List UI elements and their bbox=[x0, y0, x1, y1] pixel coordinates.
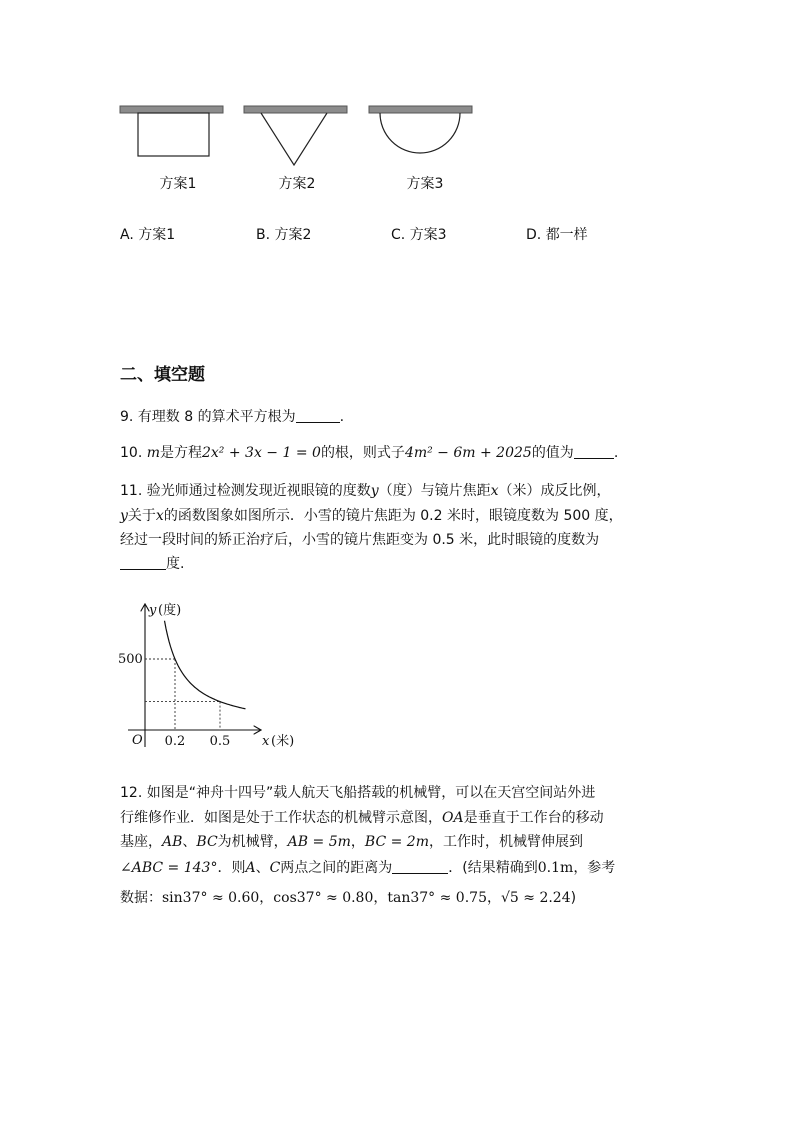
x-tick-0-5: 0.5 bbox=[209, 734, 231, 749]
scheme-3-label: 方案3 bbox=[406, 176, 444, 192]
y-axis-unit: (度) bbox=[158, 603, 182, 618]
answer-blank[interactable] bbox=[120, 555, 166, 570]
option-text: 方案1 bbox=[138, 227, 176, 243]
text: ， bbox=[350, 834, 365, 850]
text: ， bbox=[373, 890, 388, 906]
question-12-line-2 bbox=[120, 806, 604, 830]
hyperbola-curve bbox=[165, 621, 246, 709]
text: （米）成反比例， bbox=[498, 483, 611, 499]
precision: 0.1m bbox=[537, 860, 574, 876]
text: 关于 bbox=[127, 508, 156, 524]
sin-value: sin37° ≈ 0.60 bbox=[162, 890, 260, 906]
text: ．则 bbox=[217, 860, 246, 876]
answer-blank[interactable] bbox=[296, 408, 340, 423]
question-12-line-1 bbox=[120, 781, 595, 805]
question-end: 度. bbox=[166, 556, 185, 572]
var-m: m bbox=[146, 445, 160, 461]
answer-blank[interactable] bbox=[574, 444, 614, 459]
text: 两点之间的距离为 bbox=[280, 860, 393, 876]
option-letter: B. bbox=[256, 227, 271, 243]
text: ，参考 bbox=[573, 860, 616, 876]
option-letter: D. bbox=[526, 227, 542, 243]
equation: 2x² + 3x − 1 = 0 bbox=[202, 445, 321, 461]
question-12-line-3 bbox=[120, 830, 583, 854]
question-11-line-4 bbox=[120, 552, 184, 576]
var-x: x bbox=[155, 508, 164, 524]
text: 、 bbox=[182, 834, 197, 850]
question-12-line-5 bbox=[120, 886, 576, 910]
text: ， bbox=[259, 890, 274, 906]
question-12-line-4 bbox=[120, 856, 615, 880]
option-c[interactable] bbox=[391, 224, 447, 244]
scheme-2-triangle bbox=[244, 106, 347, 165]
option-letter: A. bbox=[120, 227, 134, 243]
option-b[interactable] bbox=[256, 224, 311, 244]
inverse-proportion-graph bbox=[112, 597, 302, 755]
question-number: 10. bbox=[120, 445, 143, 461]
option-text: 方案3 bbox=[409, 227, 447, 243]
option-text: 方案2 bbox=[274, 227, 312, 243]
text: 的根，则式子 bbox=[320, 445, 405, 461]
scheme-2-label: 方案2 bbox=[278, 176, 316, 192]
text: 如图是“神舟十四号”载人航天飞船搭载的机械臂，可以在天宫空间站外进 bbox=[146, 785, 596, 801]
scheme-3-semicircle bbox=[369, 106, 472, 153]
text: 基座， bbox=[120, 834, 162, 850]
point-c: C bbox=[269, 860, 281, 876]
cos-value: cos37° ≈ 0.80 bbox=[273, 890, 374, 906]
text: 是方程 bbox=[160, 445, 202, 461]
text: 验光师通过检测发现近视眼镜的度数 bbox=[146, 483, 371, 499]
question-number: 9. bbox=[120, 409, 134, 425]
var-x: x bbox=[490, 483, 499, 499]
text: 的函数图象如图所示．小雪的镜片焦距为 0.2 米时，眼镜度数为 500 度， bbox=[163, 508, 623, 524]
x-axis-label: x bbox=[262, 734, 270, 749]
sqrt5-value: √5 ≈ 2.24 bbox=[500, 890, 571, 906]
segment-bc: BC bbox=[196, 834, 218, 850]
question-end: . bbox=[613, 445, 619, 461]
text: 为机械臂， bbox=[217, 834, 288, 850]
segment-ab: AB bbox=[162, 834, 183, 850]
ab-length: AB = 5m bbox=[287, 834, 351, 850]
scheme-1-rectangle bbox=[120, 106, 223, 156]
expression: 4m² − 6m + 2025 bbox=[404, 445, 532, 461]
text: 行维修作业．如图是处于工作状态的机械臂示意图， bbox=[120, 810, 442, 826]
question-10 bbox=[120, 441, 618, 465]
question-text: 有理数 8 的算术平方根为 bbox=[137, 409, 296, 425]
text: ， bbox=[486, 890, 501, 906]
option-d[interactable] bbox=[526, 224, 588, 244]
bc-length: BC = 2m bbox=[364, 834, 429, 850]
text: 的值为 bbox=[531, 445, 574, 461]
option-letter: C. bbox=[391, 227, 406, 243]
x-axis-unit: (米) bbox=[271, 734, 295, 749]
origin-label: O bbox=[132, 733, 143, 748]
segment-oa: OA bbox=[442, 810, 464, 826]
angle-abc: ∠ABC = 143° bbox=[120, 860, 218, 876]
scheme-1-label: 方案1 bbox=[159, 176, 197, 192]
section-title: 二、填空题 bbox=[120, 365, 205, 385]
point-a: A bbox=[245, 860, 256, 876]
schemes-figure bbox=[110, 98, 490, 178]
question-number: 11. bbox=[120, 483, 143, 499]
question-9 bbox=[120, 405, 344, 429]
tan-value: tan37° ≈ 0.75 bbox=[387, 890, 487, 906]
text: 是垂直于工作台的移动 bbox=[463, 810, 604, 826]
text: ．(结果精确到 bbox=[448, 860, 538, 876]
text: 数据： bbox=[120, 890, 162, 906]
question-11-line-3: 经过一段时间的矫正治疗后，小雪的镜片焦距变为 0.5 米，此时眼镜的度数为 bbox=[120, 532, 600, 548]
option-a[interactable] bbox=[120, 224, 175, 244]
question-number: 12. bbox=[120, 785, 143, 801]
var-y: y bbox=[370, 483, 379, 499]
text: （度）与镜片焦距 bbox=[378, 483, 491, 499]
y-axis-label: y bbox=[149, 603, 157, 618]
var-y: y bbox=[120, 508, 128, 524]
text: ，工作时，机械臂伸展到 bbox=[428, 834, 583, 850]
question-11-line-1 bbox=[120, 479, 611, 503]
question-11-line-2 bbox=[120, 504, 623, 528]
text: 、 bbox=[255, 860, 270, 876]
option-text: 都一样 bbox=[545, 227, 588, 243]
x-tick-0-2: 0.2 bbox=[164, 734, 186, 749]
question-end: . bbox=[339, 409, 345, 425]
answer-blank[interactable] bbox=[392, 859, 448, 874]
y-tick-500: 500 bbox=[118, 652, 143, 667]
text: ) bbox=[570, 890, 577, 906]
